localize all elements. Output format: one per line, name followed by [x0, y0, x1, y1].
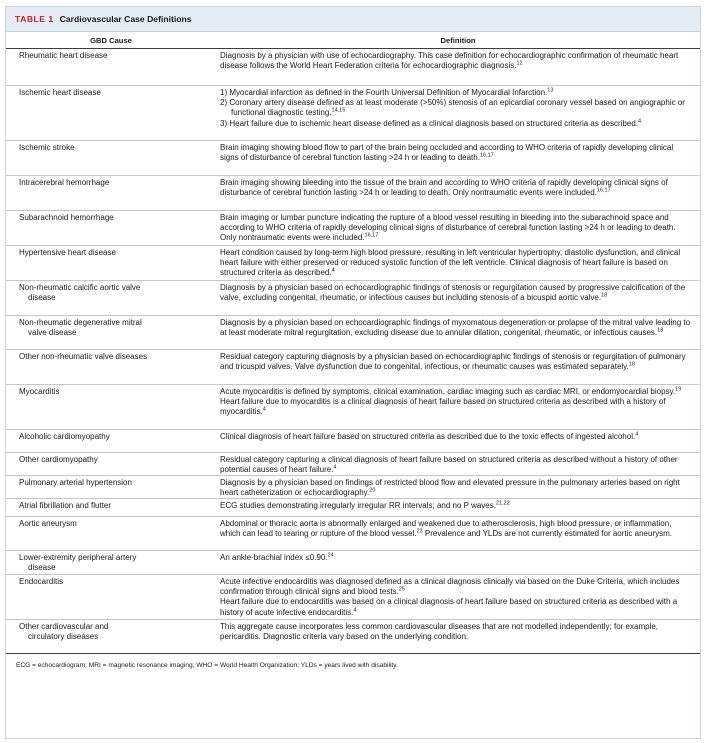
cause-text: Intracerebral hemorrhage [19, 178, 110, 187]
table-row [6, 385, 700, 430]
definition-cell [216, 575, 700, 619]
definition-text: Diagnosis by a physician based on findings of restricted blood flow and elevated pressure in the pulmonary arteries based on right heart catheterization or echocardiography.$^{20}$ [220, 478, 680, 498]
table-row [6, 453, 700, 476]
cause-cell [6, 281, 216, 315]
definition-text: Brain imaging showing bleeding into the tissue of the brain and according to WHO criteria of rapidly developing clinical signs of disturbance of cerebral function lasting >24 h or leading to death. Only nontraumatic events were included.$^{16,17}$ [220, 178, 668, 198]
definition-text: Diagnosis by a physician with use of echocardiography. This case definition for echocardiographic confirmation of rheumatic heart disease follows the World Heart Federation criteria for echocardiographic diagnosis.$^{12}$ [220, 51, 679, 71]
cause-cell [6, 86, 216, 140]
definition-cell [216, 499, 700, 516]
definition-list-item: 2) Coronary artery disease defined as at least moderate (>50%) stenosis of an epicardial coronary vessel based on angiographic or functional diagnostic testing.$^{14,15}$ [220, 98, 685, 118]
table-header-row [6, 32, 700, 49]
definition-text: An ankle-brachial index ≤0.90.24 [220, 552, 334, 562]
definition-cell [216, 86, 700, 140]
cause-text: Lower-extremity peripheral artery [19, 553, 137, 562]
column-header-cause: GBD Cause [90, 35, 132, 45]
definition-text: Residual category capturing a clinical diagnosis of heart failure based on structured criteria as described without a history of other potential causes of heart failure.$^4$ [220, 455, 678, 475]
table-row [6, 316, 700, 350]
table-row [6, 141, 700, 176]
cause-text: Atrial fibrillation and flutter [19, 501, 112, 510]
table-row [6, 517, 700, 551]
table-row [6, 476, 700, 499]
definition-cell [216, 517, 700, 550]
definition-text: Acute infective endocarditis was diagnosed defined as a clinical diagnosis clinically via based on the Duke Criteria, which includes confirmation through clinical signs and blood tests.$^{25}$ [220, 577, 680, 597]
cause-text: Ischemic heart disease [19, 88, 101, 97]
cause-text: Other cardiomyopathy [19, 455, 98, 464]
definition-cell [216, 476, 700, 498]
definition-text: Abdominal or thoracic aorta is abnormally enlarged and weakened due to atherosclerosis, high blood pressure, or inflammation, which can lead to tearing or rupture of the blood vessel.$^{23}$ Prevalence and YLDs are not currently estimated for aortic aneurysm. [220, 519, 672, 539]
definition-cell [216, 430, 700, 452]
definition-cell [216, 49, 700, 85]
definition-text: Diagnosis by a physician based on echocardiographic findings of myxomatous degeneration or prolapse of the mitral valve leading to at least moderate mitral regurgitation, excluding disease due to annular dilation, congenital, rheumatic, or infectious causes.$^{18}$ [220, 318, 691, 338]
definition-cell [216, 551, 700, 574]
definition-cell [216, 246, 700, 280]
definition-cell [216, 281, 700, 315]
definition-cell [216, 176, 700, 210]
definition-text: Acute myocarditis is defined by symptoms, clinical examination, cardiac imaging such as cardiac MRI, or endomyocardial biopsy.$^{19}$ [220, 386, 682, 396]
cause-text: Non-rheumatic calcific aortic valve [19, 283, 141, 292]
cause-text: Ischemic stroke [19, 143, 75, 152]
cause-cell [6, 517, 216, 550]
cause-cell [6, 211, 216, 245]
cause-cell [6, 141, 216, 175]
cause-text: valve disease [28, 328, 77, 338]
definition-text: Heart condition caused by long-term high blood pressure, resulting in left ventricular hypertrophy, diastolic dysfunction, and clinical heart failure with either preserved or reduced systolic function of the left ventricle. Clinical diagnosis of heart failure is based on structured criteria as described.$^4$ [220, 248, 681, 278]
table-row [6, 430, 700, 453]
definition-text: Residual category capturing diagnosis by a physician based on echocardiographic findings of stenosis or regurgitation of pulmonary and tricuspid valves. Valve dysfunction due to congenital, infectious, or rheumatic causes was estimated separately.$^{18}$ [220, 352, 686, 372]
definition-cell [216, 316, 700, 349]
cause-text: Hypertensive heart disease [19, 248, 116, 257]
cause-text: Non-rheumatic degenerative mitral [19, 318, 142, 327]
table-row [6, 350, 700, 385]
definition-cell [216, 620, 700, 653]
cause-text: circulatory diseases [28, 632, 99, 642]
cause-cell [6, 176, 216, 210]
table-row [6, 575, 700, 620]
definition-list-item: 1) Myocardial infarction as defined in the Fourth Universal Definition of Myocardial Infarction.$^{13}$ [220, 87, 554, 97]
cause-cell [6, 49, 216, 85]
cause-text: Alcoholic cardiomyopathy [19, 432, 110, 441]
definition-text: Clinical diagnosis of heart failure based on structured criteria as described due to the toxic effects of ingested alcohol.$^4$ [220, 431, 639, 441]
cause-text: Other non-rheumatic valve diseases [19, 352, 148, 361]
cause-cell [6, 246, 216, 280]
case-definitions-table [5, 6, 701, 739]
cause-cell [6, 430, 216, 452]
definition-cell [216, 453, 700, 475]
table-label: TABLE 1 [15, 14, 54, 24]
column-header-definition: Definition [440, 35, 476, 45]
table-body [6, 49, 700, 654]
cause-cell [6, 620, 216, 653]
cause-cell [6, 385, 216, 429]
table-row [6, 281, 700, 316]
table-row [6, 551, 700, 575]
definition-text: ECG studies demonstrating irregularly irregular RR intervals; and no P waves.$^{21,22}$ [220, 500, 510, 510]
definition-cell [216, 141, 700, 175]
definition-text: Heart failure due to endocarditis was based on a clinical diagnosis of heart failure based on structured criteria as described with a history of acute infective endocarditis.$^4$ [220, 597, 678, 617]
cause-text: disease [28, 563, 56, 573]
table-caption [6, 7, 700, 32]
cause-cell [6, 350, 216, 384]
cause-cell [6, 575, 216, 619]
cause-cell [6, 499, 216, 516]
cause-text: disease [28, 293, 56, 303]
cause-text: Rheumatic heart disease [19, 51, 108, 60]
definition-text: Brain imaging showing blood flow to part of the brain being occluded and according to WHO criteria of rapidly developing clinical signs of disturbance of cerebral function lasting >24 h or leading to death.$^{16,17}$ [220, 143, 674, 163]
cause-text: Endocarditis [19, 577, 64, 586]
cause-text: Aortic aneurysm [19, 519, 77, 528]
definition-text: Brain imaging or lumbar puncture indicating the rupture of a blood vessel resulting in bleeding into the subarachnoid space and according to WHO criteria of rapidly developing clinical signs of disturbance of cerebral function lasting >24 h or leading to death. Only nontraumatic events were included.$^{16,17}$ [220, 213, 676, 243]
cause-cell [6, 476, 216, 498]
cause-text: Subarachnoid hemorrhage [19, 213, 114, 222]
cause-cell [6, 453, 216, 475]
table-row [6, 211, 700, 246]
definition-text: This aggregate cause incorporates less common cardiovascular diseases that are not modelled independently; for example, pericarditis. Diagnostic criteria vary based on the underlying condition. [220, 622, 659, 642]
cause-cell [6, 316, 216, 349]
definition-text: Diagnosis by a physician based on echocardiographic findings of stenosis or regurgitation caused by progressive calcification of the valve, excluding congenital, rheumatic, or infectious causes but including stenosis of a bicuspid aortic valve.$^{18}$ [220, 283, 686, 303]
table-row [6, 49, 700, 86]
cause-cell [6, 551, 216, 574]
table-row [6, 620, 700, 654]
table-row [6, 86, 700, 141]
cause-text: Myocarditis [19, 387, 60, 396]
definition-cell [216, 385, 700, 429]
definition-cell [216, 350, 700, 384]
definition-text: Heart failure due to myocarditis is a clinical diagnosis of heart failure based on structured criteria as described with a history of myocarditis.$^4$ [220, 397, 666, 417]
table-footnote: ECG = echocardiogram; MRI = magnetic resonance imaging; WHO = World Health Organization; YLDs = years lived with disability. [6, 653, 700, 669]
table-title: Cardiovascular Case Definitions [59, 14, 192, 24]
cause-text: Pulmonary arterial hypertension [19, 478, 132, 487]
definition-list-item: 3) Heart failure due to ischemic heart disease defined as a clinical diagnosis based on structured criteria as described.$^4$ [220, 118, 642, 128]
definition-cell [216, 211, 700, 245]
table-row [6, 246, 700, 281]
cause-text: Other cardiovascular and [19, 622, 109, 631]
table-row [6, 176, 700, 211]
table-row [6, 499, 700, 517]
